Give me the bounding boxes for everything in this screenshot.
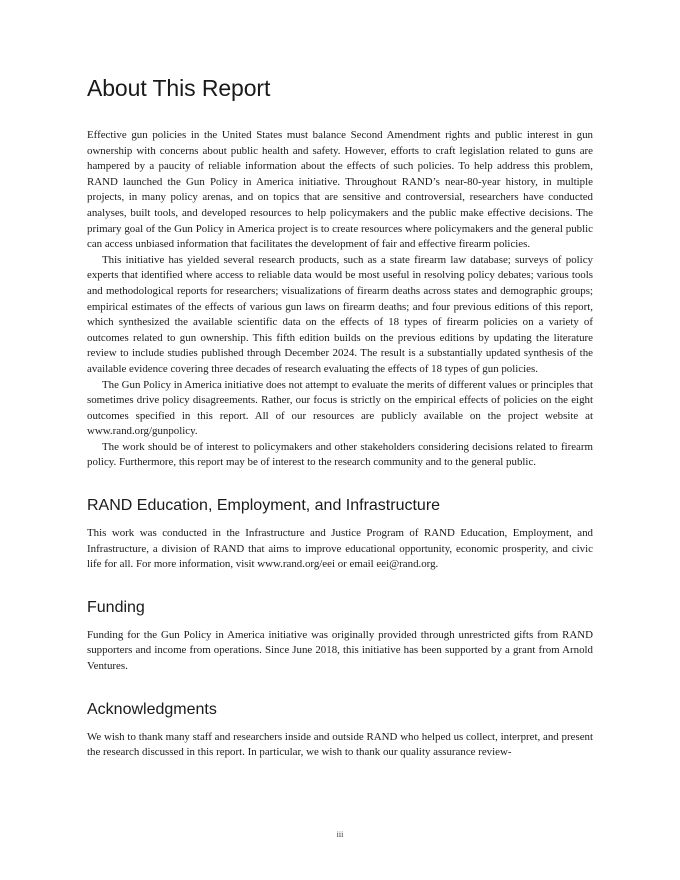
section-acknowledgments [87, 700, 593, 761]
intro-paragraph-2: This initiative has yielded several research products, such as a state firearm law database; surveys of policy experts that identified where access to reliable data would be most useful in resolving policy debates; various tools and methodological reports for researchers; visualizations of firearm deaths across states and demographic groups; empirical estimates of the effects of various gun laws on firearm deaths; and four previous editions of this report, which synthesized the available scientific data on the effects of 18 types of firearm policies on a variety of outcomes related to gun ownership. This fifth edition builds on the previous editions by updating the literature review to include studies published through December 2024. The result is a substantially updated synthesis of the available evidence covering three decades of research evaluating the effects of 18 types of gun policies. [87, 253, 593, 375]
intro-paragraph-4: The work should be of interest to policymakers and other stakeholders considering decisions related to firearm policy. Furthermore, this report may be of interest to the research community and to the general public. [87, 440, 593, 469]
section-text-funding: Funding for the Gun Policy in America initiative was originally provided through unrestricted gifts from RAND supporters and income from operations. Since June 2018, this initiative has been supported by a grant from Arnold Ventures. [87, 628, 593, 673]
page-number: iii [336, 830, 344, 839]
intro-paragraph-3: The Gun Policy in America initiative does not attempt to evaluate the merits of different values or principles that sometimes drive policy disagreements. Rather, our focus is strictly on the empirical effects of policies on the eight outcomes specified in this report. All of our resources are publicly available on the project website at www.rand.org/gunpolicy. [87, 378, 593, 438]
section-heading-acknowledgments: Acknowledgments [87, 700, 217, 718]
page-content [87, 74, 593, 761]
page-title: About This Report [87, 75, 271, 101]
section-heading-eei: RAND Education, Employment, and Infrastructure [87, 497, 441, 515]
section-heading-funding: Funding [87, 598, 145, 616]
intro-paragraph-1: Effective gun policies in the United States must balance Second Amendment rights and public interest in gun ownership with concerns about public health and safety. However, efforts to craft legislation related to guns are hampered by a paucity of reliable information about the effects of such policies. To help address this problem, RAND launched the Gun Policy in America initiative. Throughout RAND’s near-80-year history, in multiple projects, in many policy arenas, and on topics that are sensitive and controversial, researchers have conducted analyses, built tools, and developed resources to help policymakers and the public make effective decisions. The primary goal of the Gun Policy in America project is to create resources where policymakers and the general public can access unbiased information that facilitates the development of fair and effective firearm policies. [87, 129, 593, 251]
section-eei [87, 496, 593, 573]
section-funding [87, 598, 593, 675]
section-text-acknowledgments: We wish to thank many staff and researchers inside and outside RAND who helped us collect, interpret, and present the research discussed in this report. In particular, we wish to thank our quality assurance review- [87, 730, 593, 759]
section-text-eei: This work was conducted in the Infrastructure and Justice Program of RAND Education, Employment, and Infrastructure, a division of RAND that aims to improve educational opportunity, economic prosperity, and civic life for all. For more information, visit www.rand.org/eei or email eei@rand.org. [87, 527, 593, 571]
